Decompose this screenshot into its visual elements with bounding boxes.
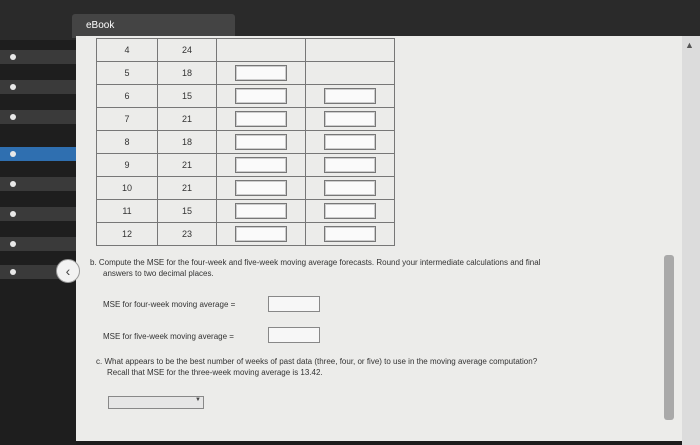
forecast-input[interactable]	[324, 134, 376, 150]
five-week-forecast-cell	[306, 223, 395, 246]
value-cell: 21	[158, 177, 217, 200]
table-row	[97, 62, 395, 85]
table-row	[97, 223, 395, 246]
table-row	[97, 131, 395, 154]
sidebar-item[interactable]	[0, 80, 76, 94]
table-row	[97, 200, 395, 223]
forecast-input[interactable]	[324, 180, 376, 196]
forecast-table	[96, 38, 395, 246]
four-week-forecast-cell	[217, 108, 306, 131]
chevron-left-icon: ‹	[65, 263, 71, 279]
four-week-forecast-cell	[217, 131, 306, 154]
sidebar-item[interactable]	[0, 110, 76, 124]
part-b-line2: answers to two decimal places.	[103, 269, 214, 278]
five-week-forecast-cell	[306, 200, 395, 223]
scroll-thumb[interactable]	[664, 255, 674, 420]
table-row	[97, 177, 395, 200]
value-cell: 23	[158, 223, 217, 246]
sidebar-item[interactable]	[0, 177, 76, 191]
mse4-input[interactable]	[268, 296, 320, 312]
table-row	[97, 39, 395, 62]
five-week-forecast-cell	[306, 177, 395, 200]
five-week-forecast-cell	[306, 154, 395, 177]
part-c-line2: Recall that MSE for the three-week moving average is 13.42.	[107, 368, 323, 377]
week-cell: 12	[97, 223, 158, 246]
dot-icon	[10, 269, 16, 275]
forecast-input[interactable]	[324, 203, 376, 219]
dot-icon	[10, 181, 16, 187]
five-week-forecast-cell	[306, 39, 395, 62]
five-week-forecast-cell	[306, 108, 395, 131]
forecast-input[interactable]	[235, 180, 287, 196]
forecast-input[interactable]	[235, 65, 287, 81]
week-cell: 10	[97, 177, 158, 200]
value-cell: 18	[158, 131, 217, 154]
ebook-tab[interactable]: eBook	[72, 14, 235, 38]
dot-icon	[10, 54, 16, 60]
forecast-input[interactable]	[235, 88, 287, 104]
table-row	[97, 154, 395, 177]
five-week-forecast-cell	[306, 85, 395, 108]
four-week-forecast-cell	[217, 39, 306, 62]
five-week-forecast-cell	[306, 62, 395, 85]
sidebar-item-active[interactable]	[0, 147, 76, 161]
part-b-question	[90, 257, 660, 279]
forecast-input[interactable]	[235, 134, 287, 150]
four-week-forecast-cell	[217, 62, 306, 85]
mse4-label: MSE for four-week moving average =	[103, 300, 236, 309]
chevron-down-icon: ▼	[195, 397, 201, 403]
four-week-forecast-cell	[217, 154, 306, 177]
four-week-forecast-cell	[217, 85, 306, 108]
part-c-question	[96, 356, 666, 378]
value-cell: 15	[158, 85, 217, 108]
scrollbar[interactable]	[682, 36, 700, 445]
week-cell: 9	[97, 154, 158, 177]
sidebar-item[interactable]	[0, 237, 76, 251]
week-cell: 8	[97, 131, 158, 154]
value-cell: 24	[158, 39, 217, 62]
week-cell: 6	[97, 85, 158, 108]
part-b-line1: b. Compute the MSE for the four-week and five-week moving average forecasts. Round your intermediate calculations and final	[90, 258, 541, 267]
four-week-forecast-cell	[217, 223, 306, 246]
week-cell: 4	[97, 39, 158, 62]
dot-icon	[10, 211, 16, 217]
forecast-input[interactable]	[235, 111, 287, 127]
dot-icon	[10, 84, 16, 90]
table-row	[97, 108, 395, 131]
scroll-up-icon[interactable]: ▲	[685, 40, 694, 50]
value-cell: 21	[158, 154, 217, 177]
week-cell: 11	[97, 200, 158, 223]
value-cell: 15	[158, 200, 217, 223]
week-cell: 5	[97, 62, 158, 85]
forecast-input[interactable]	[235, 157, 287, 173]
table-row	[97, 85, 395, 108]
sidebar-item[interactable]	[0, 50, 76, 64]
forecast-input[interactable]	[324, 157, 376, 173]
week-cell: 7	[97, 108, 158, 131]
forecast-input[interactable]	[235, 203, 287, 219]
forecast-input[interactable]	[235, 226, 287, 242]
part-c-line1: c. What appears to be the best number of weeks of past data (three, four, or five) to use in the moving average computation?	[96, 357, 538, 366]
mse5-input[interactable]	[268, 327, 320, 343]
dot-icon	[10, 241, 16, 247]
dot-icon	[10, 151, 16, 157]
back-button[interactable]	[56, 259, 80, 283]
four-week-forecast-cell	[217, 177, 306, 200]
value-cell: 21	[158, 108, 217, 131]
five-week-forecast-cell	[306, 131, 395, 154]
sidebar-item[interactable]	[0, 207, 76, 221]
sidebar	[0, 40, 76, 445]
forecast-input[interactable]	[324, 226, 376, 242]
value-cell: 18	[158, 62, 217, 85]
best-weeks-dropdown[interactable]	[108, 396, 204, 409]
mse5-label: MSE for five-week moving average =	[103, 332, 234, 341]
forecast-input[interactable]	[324, 88, 376, 104]
forecast-input[interactable]	[324, 111, 376, 127]
four-week-forecast-cell	[217, 200, 306, 223]
dot-icon	[10, 114, 16, 120]
